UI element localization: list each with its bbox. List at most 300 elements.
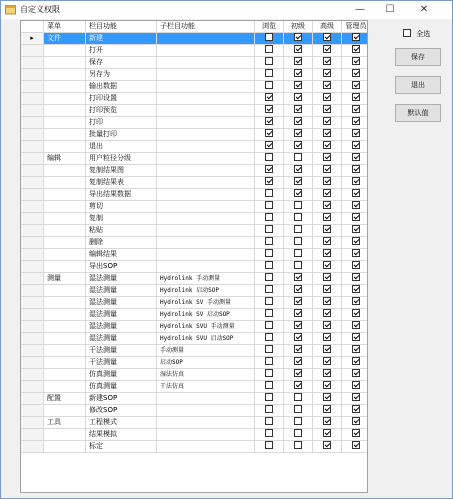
- menu-cell[interactable]: [44, 405, 86, 417]
- subfunction-cell[interactable]: Hydrolink SV 手动测量: [157, 297, 255, 309]
- row-header[interactable]: [21, 105, 44, 117]
- column-header-junior[interactable]: 初级: [284, 21, 313, 33]
- permission-checkbox-senior[interactable]: [323, 225, 331, 233]
- table-row[interactable]: [21, 345, 368, 357]
- permission-checkbox-junior[interactable]: [294, 273, 302, 281]
- menu-cell[interactable]: [44, 117, 86, 129]
- menu-cell[interactable]: [44, 129, 86, 141]
- function-cell[interactable]: 打印设置: [86, 93, 157, 105]
- column-header-function[interactable]: 栏目功能: [86, 21, 157, 33]
- table-row[interactable]: [21, 153, 368, 165]
- permission-checkbox-browse[interactable]: [265, 249, 273, 257]
- function-cell[interactable]: 输出数据: [86, 81, 157, 93]
- permission-checkbox-junior[interactable]: [294, 225, 302, 233]
- subfunction-cell[interactable]: [157, 81, 255, 93]
- permission-checkbox-senior[interactable]: [323, 105, 331, 113]
- permission-checkbox-admin[interactable]: [352, 429, 360, 437]
- row-header[interactable]: [21, 249, 44, 261]
- permission-checkbox-admin[interactable]: [352, 177, 360, 185]
- permission-checkbox-senior[interactable]: [323, 333, 331, 341]
- permission-checkbox-junior[interactable]: [294, 357, 302, 365]
- table-row[interactable]: [21, 321, 368, 333]
- select-all-checkbox[interactable]: [403, 29, 430, 39]
- row-header[interactable]: [21, 189, 44, 201]
- function-cell[interactable]: 另存为: [86, 69, 157, 81]
- table-row[interactable]: [21, 165, 368, 177]
- function-cell[interactable]: 湿法测量: [86, 285, 157, 297]
- permission-checkbox-admin[interactable]: [352, 237, 360, 245]
- permission-checkbox-browse[interactable]: [265, 33, 273, 41]
- function-cell[interactable]: 湿法测量: [86, 333, 157, 345]
- table-row[interactable]: [21, 93, 368, 105]
- function-cell[interactable]: 粘贴: [86, 225, 157, 237]
- save-button[interactable]: 保存: [395, 48, 441, 66]
- permission-checkbox-senior[interactable]: [323, 381, 331, 389]
- menu-cell[interactable]: [44, 213, 86, 225]
- permission-checkbox-admin[interactable]: [352, 225, 360, 233]
- function-cell[interactable]: 干法测量: [86, 357, 157, 369]
- function-cell[interactable]: 标定: [86, 441, 157, 453]
- function-cell[interactable]: 湿法测量: [86, 297, 157, 309]
- permission-checkbox-browse[interactable]: [265, 177, 273, 185]
- function-cell[interactable]: 新建SOP: [86, 393, 157, 405]
- function-cell[interactable]: 退出: [86, 141, 157, 153]
- permission-checkbox-browse[interactable]: [265, 417, 273, 425]
- permission-checkbox-browse[interactable]: [265, 213, 273, 221]
- function-cell[interactable]: 修改SOP: [86, 405, 157, 417]
- permission-checkbox-browse[interactable]: [265, 441, 273, 449]
- permission-checkbox-browse[interactable]: [265, 273, 273, 281]
- table-row[interactable]: [21, 333, 368, 345]
- permission-checkbox-admin[interactable]: [352, 57, 360, 65]
- permission-checkbox-junior[interactable]: [294, 117, 302, 125]
- subfunction-cell[interactable]: [157, 57, 255, 69]
- permission-checkbox-senior[interactable]: [323, 153, 331, 161]
- permission-checkbox-browse[interactable]: [265, 189, 273, 197]
- permission-checkbox-admin[interactable]: [352, 345, 360, 353]
- table-row[interactable]: [21, 273, 368, 285]
- permission-checkbox-browse[interactable]: [265, 165, 273, 173]
- permission-checkbox-browse[interactable]: [265, 309, 273, 317]
- row-header[interactable]: [21, 177, 44, 189]
- permission-checkbox-browse[interactable]: [265, 321, 273, 329]
- permission-checkbox-browse[interactable]: [265, 429, 273, 437]
- column-header-senior[interactable]: 高级: [313, 21, 342, 33]
- permission-checkbox-admin[interactable]: [352, 381, 360, 389]
- table-row[interactable]: [21, 237, 368, 249]
- subfunction-cell[interactable]: [157, 153, 255, 165]
- permission-checkbox-browse[interactable]: [265, 285, 273, 293]
- row-header[interactable]: [21, 261, 44, 273]
- table-row[interactable]: [21, 69, 368, 81]
- subfunction-cell[interactable]: [157, 261, 255, 273]
- permission-checkbox-junior[interactable]: [294, 45, 302, 53]
- row-header[interactable]: [21, 417, 44, 429]
- permission-checkbox-admin[interactable]: [352, 441, 360, 449]
- permission-checkbox-junior[interactable]: [294, 129, 302, 137]
- permission-checkbox-senior[interactable]: [323, 117, 331, 125]
- subfunction-cell[interactable]: [157, 33, 255, 45]
- permission-checkbox-admin[interactable]: [352, 213, 360, 221]
- permission-checkbox-senior[interactable]: [323, 261, 331, 269]
- permission-checkbox-junior[interactable]: [294, 33, 302, 41]
- permission-checkbox-senior[interactable]: [323, 189, 331, 197]
- permission-checkbox-browse[interactable]: [265, 237, 273, 245]
- table-row[interactable]: [21, 381, 368, 393]
- permission-checkbox-junior[interactable]: [294, 153, 302, 161]
- function-cell[interactable]: 批量打印: [86, 129, 157, 141]
- menu-cell[interactable]: [44, 429, 86, 441]
- function-cell[interactable]: 复制结果表: [86, 177, 157, 189]
- function-cell[interactable]: 打开: [86, 45, 157, 57]
- table-row[interactable]: [21, 141, 368, 153]
- function-cell[interactable]: 湿法测量: [86, 309, 157, 321]
- subfunction-cell[interactable]: 湿法仿真: [157, 369, 255, 381]
- row-header[interactable]: [21, 429, 44, 441]
- permission-checkbox-junior[interactable]: [294, 441, 302, 449]
- row-header[interactable]: [21, 441, 44, 453]
- row-header[interactable]: [21, 297, 44, 309]
- row-header[interactable]: [21, 57, 44, 69]
- minimize-button[interactable]: —: [355, 4, 365, 15]
- permission-checkbox-senior[interactable]: [323, 441, 331, 449]
- function-cell[interactable]: 结果模拟: [86, 429, 157, 441]
- menu-cell[interactable]: [44, 333, 86, 345]
- permission-checkbox-junior[interactable]: [294, 165, 302, 173]
- row-header[interactable]: [21, 381, 44, 393]
- permission-checkbox-junior[interactable]: [294, 321, 302, 329]
- permission-checkbox-junior[interactable]: [294, 69, 302, 77]
- permission-checkbox-browse[interactable]: [265, 357, 273, 365]
- menu-cell[interactable]: [44, 177, 86, 189]
- column-header-browse[interactable]: 浏览: [255, 21, 284, 33]
- permission-checkbox-junior[interactable]: [294, 213, 302, 221]
- permission-checkbox-junior[interactable]: [294, 141, 302, 149]
- column-header-admin[interactable]: 管理员: [342, 21, 368, 33]
- table-row[interactable]: [21, 249, 368, 261]
- permission-checkbox-admin[interactable]: [352, 309, 360, 317]
- row-header[interactable]: [21, 45, 44, 57]
- menu-cell[interactable]: [44, 285, 86, 297]
- row-header[interactable]: [21, 309, 44, 321]
- permission-checkbox-admin[interactable]: [352, 297, 360, 305]
- row-header[interactable]: ▸: [21, 33, 44, 45]
- table-row[interactable]: [21, 129, 368, 141]
- permission-checkbox-admin[interactable]: [352, 93, 360, 101]
- permission-checkbox-senior[interactable]: [323, 93, 331, 101]
- table-row[interactable]: [21, 225, 368, 237]
- menu-cell[interactable]: 文件: [44, 33, 86, 45]
- function-cell[interactable]: 新建: [86, 33, 157, 45]
- menu-cell[interactable]: [44, 69, 86, 81]
- permission-checkbox-senior[interactable]: [323, 417, 331, 425]
- permission-checkbox-browse[interactable]: [265, 129, 273, 137]
- function-cell[interactable]: 用户粒径分级: [86, 153, 157, 165]
- menu-cell[interactable]: [44, 297, 86, 309]
- permission-checkbox-browse[interactable]: [265, 381, 273, 389]
- row-header[interactable]: [21, 237, 44, 249]
- permission-checkbox-junior[interactable]: [294, 93, 302, 101]
- permission-checkbox-junior[interactable]: [294, 405, 302, 413]
- permission-checkbox-junior[interactable]: [294, 393, 302, 401]
- subfunction-cell[interactable]: Hydrolink SVU 启动SOP: [157, 333, 255, 345]
- table-row[interactable]: [21, 309, 368, 321]
- permission-checkbox-browse[interactable]: [265, 345, 273, 353]
- menu-cell[interactable]: [44, 81, 86, 93]
- permission-checkbox-browse[interactable]: [265, 81, 273, 89]
- table-row[interactable]: [21, 45, 368, 57]
- permission-checkbox-browse[interactable]: [265, 105, 273, 113]
- permission-checkbox-admin[interactable]: [352, 273, 360, 281]
- permission-checkbox-admin[interactable]: [352, 393, 360, 401]
- table-row[interactable]: [21, 261, 368, 273]
- permission-checkbox-admin[interactable]: [352, 129, 360, 137]
- permission-checkbox-junior[interactable]: [294, 333, 302, 341]
- permission-checkbox-junior[interactable]: [294, 249, 302, 257]
- menu-cell[interactable]: [44, 381, 86, 393]
- permission-checkbox-admin[interactable]: [352, 189, 360, 197]
- permission-checkbox-senior[interactable]: [323, 33, 331, 41]
- permission-checkbox-junior[interactable]: [294, 381, 302, 389]
- function-cell[interactable]: 工程模式: [86, 417, 157, 429]
- function-cell[interactable]: 导出SOP: [86, 261, 157, 273]
- permission-checkbox-senior[interactable]: [323, 177, 331, 185]
- menu-cell[interactable]: [44, 189, 86, 201]
- menu-cell[interactable]: [44, 57, 86, 69]
- function-cell[interactable]: 打印: [86, 117, 157, 129]
- table-row[interactable]: [21, 177, 368, 189]
- menu-cell[interactable]: 配置: [44, 393, 86, 405]
- permission-checkbox-junior[interactable]: [294, 105, 302, 113]
- table-row[interactable]: [21, 417, 368, 429]
- table-row[interactable]: [21, 285, 368, 297]
- permission-checkbox-senior[interactable]: [323, 69, 331, 77]
- menu-cell[interactable]: [44, 45, 86, 57]
- subfunction-cell[interactable]: [157, 201, 255, 213]
- permission-checkbox-admin[interactable]: [352, 141, 360, 149]
- permission-checkbox-browse[interactable]: [265, 297, 273, 305]
- permission-checkbox-browse[interactable]: [265, 45, 273, 53]
- permission-checkbox-browse[interactable]: [265, 93, 273, 101]
- permission-checkbox-admin[interactable]: [352, 69, 360, 77]
- subfunction-cell[interactable]: 手动测量: [157, 345, 255, 357]
- subfunction-cell[interactable]: [157, 165, 255, 177]
- permission-checkbox-junior[interactable]: [294, 309, 302, 317]
- menu-cell[interactable]: [44, 93, 86, 105]
- column-header-subfunction[interactable]: 子栏目功能: [157, 21, 255, 33]
- subfunction-cell[interactable]: [157, 177, 255, 189]
- permission-checkbox-senior[interactable]: [323, 165, 331, 173]
- permission-checkbox-admin[interactable]: [352, 285, 360, 293]
- permission-checkbox-senior[interactable]: [323, 357, 331, 365]
- row-header[interactable]: [21, 273, 44, 285]
- row-header[interactable]: [21, 117, 44, 129]
- permission-checkbox-senior[interactable]: [323, 141, 331, 149]
- subfunction-cell[interactable]: [157, 429, 255, 441]
- function-cell[interactable]: 编辑结果: [86, 249, 157, 261]
- permission-checkbox-senior[interactable]: [323, 249, 331, 257]
- row-header[interactable]: [21, 81, 44, 93]
- function-cell[interactable]: 打印预览: [86, 105, 157, 117]
- table-row[interactable]: [21, 117, 368, 129]
- permission-checkbox-senior[interactable]: [323, 81, 331, 89]
- menu-cell[interactable]: [44, 105, 86, 117]
- permission-checkbox-browse[interactable]: [265, 393, 273, 401]
- function-cell[interactable]: 剪切: [86, 201, 157, 213]
- permission-checkbox-admin[interactable]: [352, 249, 360, 257]
- row-header[interactable]: [21, 129, 44, 141]
- permission-checkbox-junior[interactable]: [294, 189, 302, 197]
- subfunction-cell[interactable]: Hydrolink 手动测量: [157, 273, 255, 285]
- menu-cell[interactable]: [44, 345, 86, 357]
- permission-checkbox-admin[interactable]: [352, 261, 360, 269]
- permission-checkbox-admin[interactable]: [352, 117, 360, 125]
- subfunction-cell[interactable]: [157, 441, 255, 453]
- permission-checkbox-admin[interactable]: [352, 357, 360, 365]
- permission-checkbox-admin[interactable]: [352, 405, 360, 413]
- row-header[interactable]: [21, 165, 44, 177]
- permission-checkbox-browse[interactable]: [265, 117, 273, 125]
- subfunction-cell[interactable]: [157, 405, 255, 417]
- subfunction-cell[interactable]: [157, 45, 255, 57]
- permission-checkbox-browse[interactable]: [265, 225, 273, 233]
- permission-checkbox-senior[interactable]: [323, 321, 331, 329]
- permission-checkbox-admin[interactable]: [352, 45, 360, 53]
- close-button[interactable]: ✕: [419, 4, 429, 15]
- subfunction-cell[interactable]: Hydrolink 启动SOP: [157, 285, 255, 297]
- column-header-menu[interactable]: 菜单: [44, 21, 86, 33]
- menu-cell[interactable]: [44, 141, 86, 153]
- row-header[interactable]: [21, 141, 44, 153]
- subfunction-cell[interactable]: [157, 213, 255, 225]
- subfunction-cell[interactable]: Hydrolink SVU 手动测量: [157, 321, 255, 333]
- menu-cell[interactable]: [44, 249, 86, 261]
- function-cell[interactable]: 复制: [86, 213, 157, 225]
- permission-checkbox-browse[interactable]: [265, 57, 273, 65]
- permission-checkbox-senior[interactable]: [323, 213, 331, 221]
- subfunction-cell[interactable]: [157, 393, 255, 405]
- permission-checkbox-senior[interactable]: [323, 273, 331, 281]
- subfunction-cell[interactable]: 启动SOP: [157, 357, 255, 369]
- permission-checkbox-junior[interactable]: [294, 201, 302, 209]
- permission-checkbox-senior[interactable]: [323, 45, 331, 53]
- permission-checkbox-junior[interactable]: [294, 57, 302, 65]
- table-row[interactable]: [21, 393, 368, 405]
- subfunction-cell[interactable]: [157, 225, 255, 237]
- permission-checkbox-browse[interactable]: [265, 333, 273, 341]
- permission-checkbox-junior[interactable]: [294, 237, 302, 245]
- permission-checkbox-admin[interactable]: [352, 333, 360, 341]
- permission-checkbox-senior[interactable]: [323, 309, 331, 317]
- permission-checkbox-junior[interactable]: [294, 297, 302, 305]
- function-cell[interactable]: 复制结果图: [86, 165, 157, 177]
- permission-checkbox-junior[interactable]: [294, 81, 302, 89]
- table-row[interactable]: [21, 441, 368, 453]
- table-row[interactable]: [21, 189, 368, 201]
- subfunction-cell[interactable]: Hydrolink SV 启动SOP: [157, 309, 255, 321]
- table-row[interactable]: [21, 57, 368, 69]
- menu-cell[interactable]: 测量: [44, 273, 86, 285]
- subfunction-cell[interactable]: 干法仿真: [157, 381, 255, 393]
- permission-checkbox-admin[interactable]: [352, 81, 360, 89]
- subfunction-cell[interactable]: [157, 237, 255, 249]
- function-cell[interactable]: 导出结果数据: [86, 189, 157, 201]
- permission-checkbox-admin[interactable]: [352, 105, 360, 113]
- row-header[interactable]: [21, 345, 44, 357]
- permission-checkbox-senior[interactable]: [323, 393, 331, 401]
- table-row[interactable]: [21, 297, 368, 309]
- row-header[interactable]: [21, 405, 44, 417]
- row-header[interactable]: [21, 393, 44, 405]
- subfunction-cell[interactable]: [157, 117, 255, 129]
- subfunction-cell[interactable]: [157, 417, 255, 429]
- row-header[interactable]: [21, 93, 44, 105]
- table-row[interactable]: [21, 105, 368, 117]
- row-header[interactable]: [21, 357, 44, 369]
- permission-checkbox-senior[interactable]: [323, 129, 331, 137]
- function-cell[interactable]: 仿真测量: [86, 381, 157, 393]
- menu-cell[interactable]: [44, 357, 86, 369]
- permission-checkbox-admin[interactable]: [352, 321, 360, 329]
- permission-checkbox-admin[interactable]: [352, 369, 360, 377]
- subfunction-cell[interactable]: [157, 129, 255, 141]
- permission-checkbox-senior[interactable]: [323, 369, 331, 377]
- table-row[interactable]: [21, 369, 368, 381]
- row-header[interactable]: [21, 225, 44, 237]
- permission-checkbox-browse[interactable]: [265, 69, 273, 77]
- table-row[interactable]: [21, 213, 368, 225]
- default-values-button[interactable]: 默认值: [395, 104, 441, 122]
- permission-checkbox-junior[interactable]: [294, 261, 302, 269]
- permission-checkbox-senior[interactable]: [323, 57, 331, 65]
- function-cell[interactable]: 保存: [86, 57, 157, 69]
- exit-button[interactable]: 退出: [395, 76, 441, 94]
- table-row[interactable]: [21, 81, 368, 93]
- row-header[interactable]: [21, 333, 44, 345]
- permission-checkbox-browse[interactable]: [265, 369, 273, 377]
- row-header[interactable]: [21, 213, 44, 225]
- permission-checkbox-senior[interactable]: [323, 345, 331, 353]
- row-header[interactable]: [21, 153, 44, 165]
- subfunction-cell[interactable]: [157, 141, 255, 153]
- permission-checkbox-senior[interactable]: [323, 201, 331, 209]
- permission-checkbox-junior[interactable]: [294, 417, 302, 425]
- table-row[interactable]: [21, 201, 368, 213]
- subfunction-cell[interactable]: [157, 93, 255, 105]
- permission-checkbox-senior[interactable]: [323, 429, 331, 437]
- function-cell[interactable]: 干法测量: [86, 345, 157, 357]
- row-header[interactable]: [21, 369, 44, 381]
- subfunction-cell[interactable]: [157, 105, 255, 117]
- subfunction-cell[interactable]: [157, 69, 255, 81]
- row-header[interactable]: [21, 201, 44, 213]
- menu-cell[interactable]: [44, 369, 86, 381]
- menu-cell[interactable]: [44, 309, 86, 321]
- permission-checkbox-junior[interactable]: [294, 429, 302, 437]
- permission-checkbox-admin[interactable]: [352, 201, 360, 209]
- menu-cell[interactable]: [44, 237, 86, 249]
- permission-checkbox-senior[interactable]: [323, 285, 331, 293]
- row-header[interactable]: [21, 285, 44, 297]
- subfunction-cell[interactable]: [157, 249, 255, 261]
- permission-checkbox-browse[interactable]: [265, 405, 273, 413]
- permission-checkbox-admin[interactable]: [352, 417, 360, 425]
- permission-checkbox-browse[interactable]: [265, 141, 273, 149]
- function-cell[interactable]: 仿真测量: [86, 369, 157, 381]
- permission-checkbox-admin[interactable]: [352, 33, 360, 41]
- permission-checkbox-junior[interactable]: [294, 285, 302, 293]
- table-row[interactable]: [21, 357, 368, 369]
